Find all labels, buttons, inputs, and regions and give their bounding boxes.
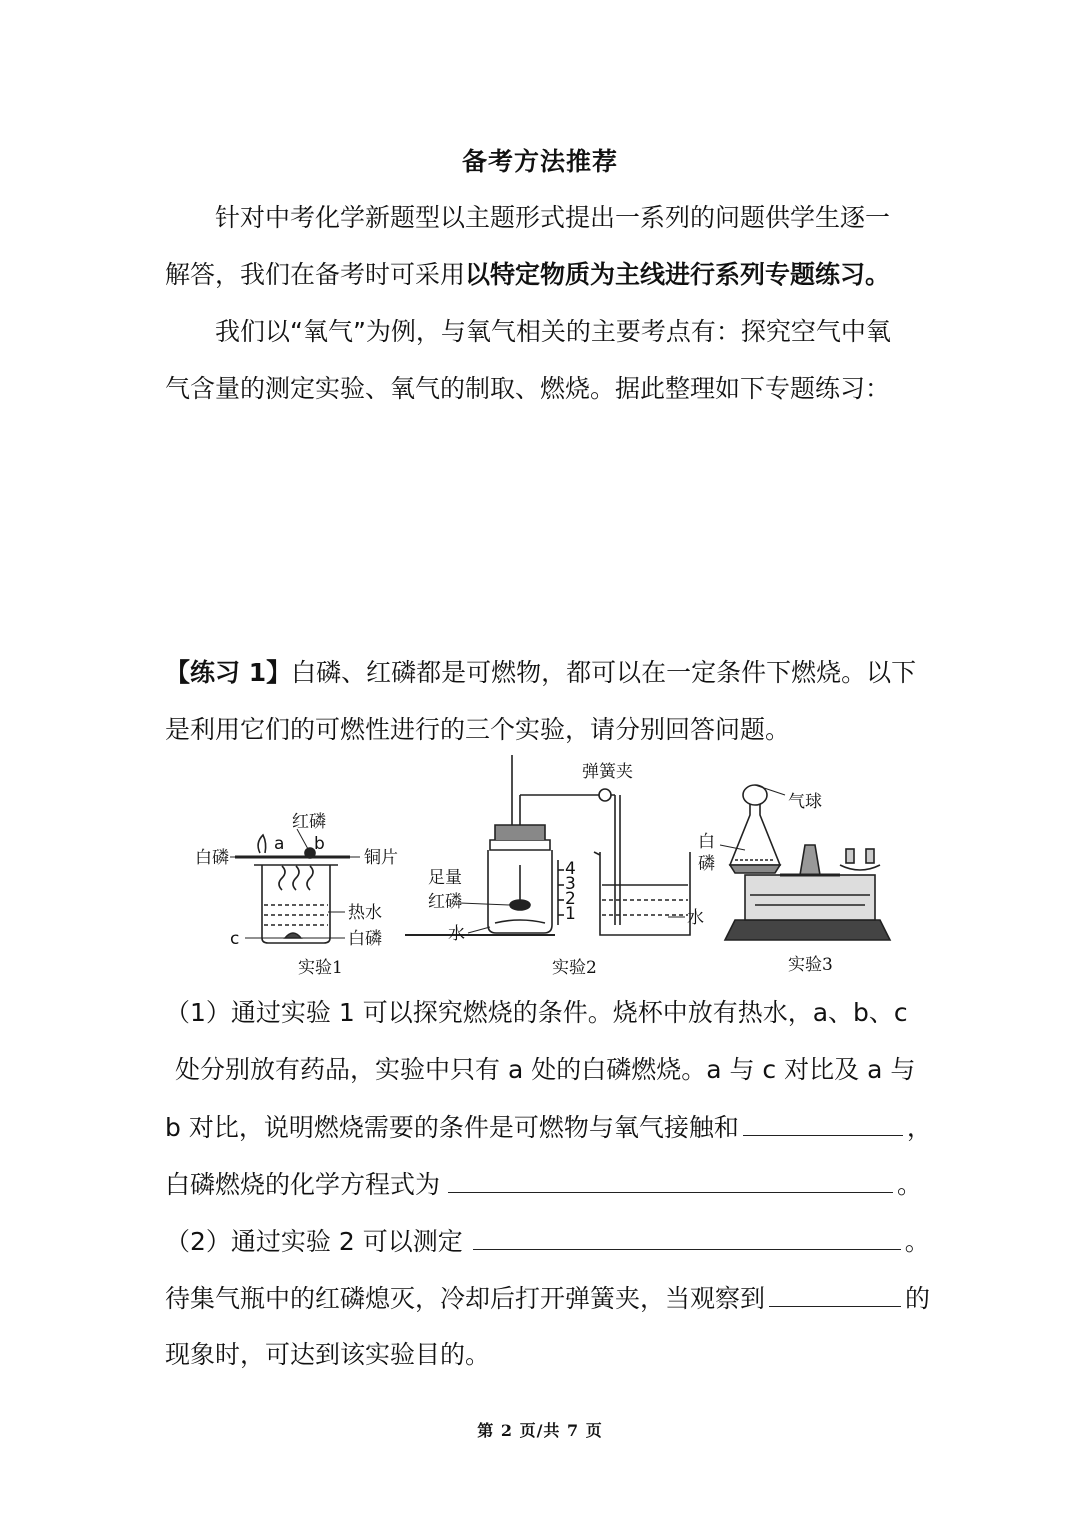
- q1-line3-end: ，: [906, 1113, 932, 1142]
- exp2-label-water-left: 水: [448, 924, 465, 944]
- exp3-label-phosphorus: 磷: [698, 854, 715, 874]
- q1-line4: [165, 1166, 925, 1203]
- exp3-label-balloon: 气球: [788, 792, 822, 812]
- exp1-caption: 实验1: [298, 958, 343, 978]
- exercise-text1: 白磷、红磷都是可燃物，都可以在一定条件下燃烧。以下: [291, 658, 917, 687]
- page-title: 备考方法推荐: [461, 147, 618, 176]
- intro-p1-line2-bold: 以特定物质为主线进行系列专题练习。: [465, 260, 891, 289]
- exercise-line2: 是利用它们的可燃性进行的三个实验，请分别回答问题。: [165, 715, 791, 744]
- q2-line1: [165, 1223, 930, 1260]
- exercise-line1: [165, 655, 925, 691]
- exp2-scale-4: 4: [565, 859, 576, 879]
- exp3-label-white: 白: [698, 832, 715, 852]
- answer-blank-2[interactable]: [448, 1166, 893, 1193]
- answer-blank-4[interactable]: [769, 1280, 901, 1307]
- exp2-scale-1: 1: [565, 904, 576, 924]
- exp1-label-a: a: [274, 834, 285, 854]
- intro-p1-line1: 针对中考化学新题型以主题形式提出一系列的问题供学生逐一: [215, 203, 891, 232]
- q1-line3-text: b 对比，说明燃烧需要的条件是可燃物与氧气接触和: [165, 1113, 739, 1142]
- exp1-label-b: b: [314, 834, 325, 854]
- q2-line2-end: 的: [905, 1284, 931, 1313]
- exp1-label-red-phosphorus: 红磷: [292, 812, 326, 832]
- intro-p2-line1: 我们以“氧气”为例，与氧气相关的主要考点有：探究空气中氧: [215, 317, 891, 346]
- intro-p2-line2: 气含量的测定实验、氧气的制取、燃烧。据此整理如下专题练习：: [165, 374, 891, 403]
- exercise-label: 【练习 1】: [165, 658, 292, 687]
- exp1-label-white-phosphorus-top: 白磷: [195, 848, 229, 868]
- exp1-label-hot-water: 热水: [348, 903, 382, 923]
- page-footer: 第 2 页/共 7 页: [477, 1421, 603, 1440]
- q1-line4-text: 白磷燃烧的化学方程式为: [165, 1170, 441, 1199]
- exp3-caption: 实验3: [788, 955, 833, 975]
- q1-line3: [165, 1109, 932, 1146]
- experiment-figure: [190, 755, 900, 980]
- intro-p1-line2-normal: 解答，我们在备考时可采用: [165, 260, 466, 289]
- q2-line2: [165, 1280, 931, 1317]
- q2-line1-text: （2）通过实验 2 可以测定: [165, 1227, 463, 1256]
- exp1-label-copper: 铜片: [364, 848, 398, 868]
- q2-line3: 现象时，可达到该实验目的。: [165, 1340, 491, 1369]
- exp2-label-spring-clip: 弹簧夹: [582, 762, 633, 782]
- exp1-label-c: c: [230, 929, 240, 949]
- q2-line2-text: 待集气瓶中的红磷熄灭，冷却后打开弹簧夹，当观察到: [165, 1284, 766, 1313]
- exp1-label-white-phosphorus-bottom: 白磷: [348, 929, 382, 949]
- exp2-label-enough: 足量: [428, 868, 462, 888]
- answer-blank-3[interactable]: [473, 1223, 901, 1250]
- answer-blank-1[interactable]: [743, 1109, 903, 1136]
- exp2-scale-2: 2: [565, 889, 576, 909]
- experiment-diagram: [190, 755, 900, 980]
- q2-line1-end: 。: [904, 1227, 930, 1256]
- q1-line4-end: 。: [897, 1170, 923, 1199]
- q1-line1: （1）通过实验 1 可以探究燃烧的条件。烧杯中放有热水，a、b、c: [165, 998, 908, 1027]
- exp1-apparatus: [230, 829, 360, 943]
- exp2-label-red-phosphorus: 红磷: [428, 892, 462, 912]
- exp2-caption: 实验2: [552, 958, 597, 978]
- exp2-label-water-right: 水: [687, 908, 704, 928]
- exp2-scale-3: 3: [565, 874, 576, 894]
- q1-line2: 处分别放有药品，实验中只有 a 处的白磷燃烧。a 与 c 对比及 a 与: [175, 1055, 916, 1084]
- intro-p1-line2: [165, 257, 925, 293]
